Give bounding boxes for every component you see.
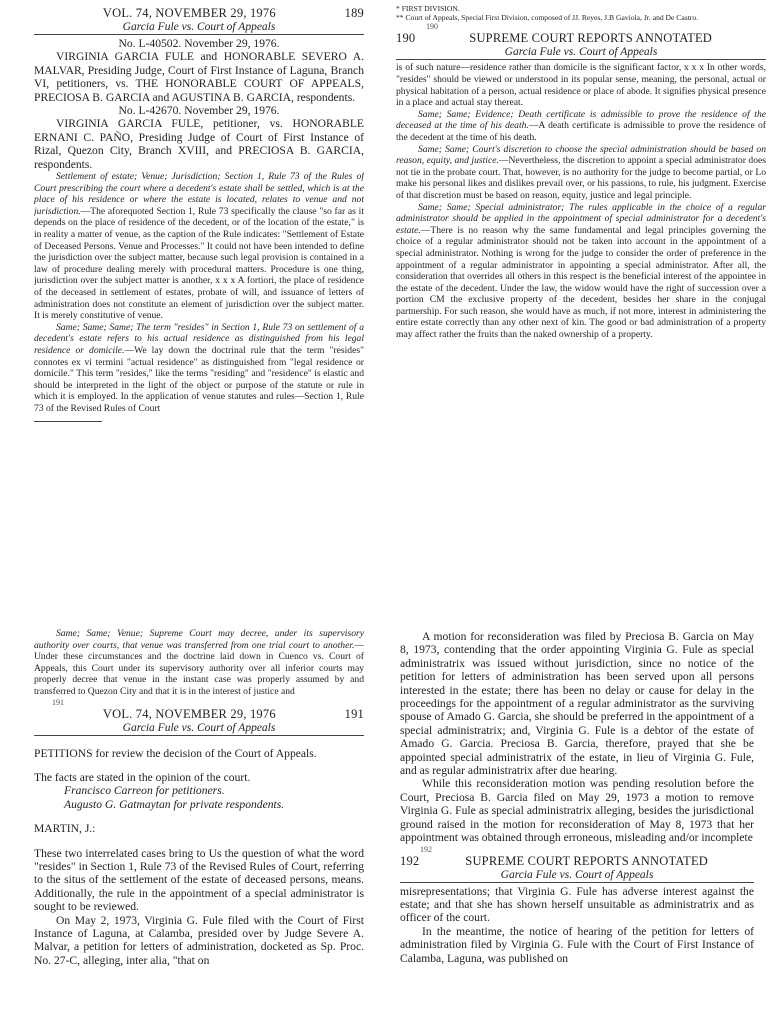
- case-subtitle: Garcia Fule vs. Court of Appeals: [34, 722, 364, 736]
- petitions-line: PETITIONS for review the decision of the Court of Appeals.: [34, 746, 317, 760]
- running-header: [34, 707, 364, 722]
- case-parties-1: VIRGINIA GARCIA FULE and HONORABLE SEVERO A. MALVAR, Presiding Judge, Court of First Instance of Laguna, Branch VI, petitioners, vs. THE HONORABLE COURT OF APPEALS, PRECIOSA B. GARCIA and AGUSTINA B. GARCIA, respondents.: [34, 50, 364, 104]
- syllabus-1: Settlement of estate; Venue; Jurisdiction; Section 1, Rule 73 of the Rules of Court prescribing the court where a decedent's estate shall be settled, which is at the place of his residence or where the estate is located, relates to venue and not jurisdiction.—The aforequoted Section 1, Rule 73 specifically the clause "so far as it depends on the place of residence of the decedent, or of the location of the estate," is in reality a matter of venue, as the caption of the Rule indicates: "Settlement of Estate of Deceased Persons. Venue and Processes." It could not have been intended to define the jurisdiction over the subject matter, because such legal provision is contained in a law of procedure dealing merely with procedural matters. Procedure is one thing, jurisdiction over the subject matter is another, x x x A fortiori, the place of residence of the deceased in settlement of estates, probate of will, and issuance of letters of administration does not constitute an element of jurisdiction over the subject matter. It is merely constitutive of venue.: [34, 171, 364, 322]
- header-page-number: 189: [344, 6, 364, 20]
- case-subtitle: Garcia Fule vs. Court of Appeals: [396, 46, 766, 60]
- running-header: [34, 6, 364, 21]
- footnote-rule: [34, 421, 102, 422]
- syllabus-4: Same; Same; Court's discretion to choose the special administration should be based on reason, equity, and justice.—Nevertheless, the discretion to appoint a special administrator does not tie in the probate court. That, however, is no authority for the judge to become partial, or Lo make his personal likes and dislikes prevail over, or his passions, to rule, his judgment. Exercise of that discretion must be based on reason, equity, justice and legal principle.: [396, 143, 766, 201]
- opinion-paragraph-2: On May 2, 1973, Virginia G. Fule filed with the Court of First Instance of Laguna, at Calamba, presided over by Judge Severe A. Malvar, a petition for letters of administration, docketed as Sp. Proc. No. 27-C, alleging, inter alia, "that on: [34, 913, 364, 967]
- opinion-paragraph-4: While this reconsideration motion was pending resolution before the Court, Preciosa B. Garcia filed on May 29, 1973 a motion to remove Virginia G. Fule as special administratrix alleging, besides the jurisdictional ground raised in the motion for reconsideration of May 8, 1973 that her appointment was obtained through erroneous, misleading and/or incomplete: [400, 777, 754, 845]
- page-191: [0, 512, 384, 1024]
- page-190: [384, 0, 768, 512]
- syllabus-6: Same; Same; Venue; Supreme Court may decree, under its supervisory authority over courts, that venue was transferred from one trial court to another.—Under these circumstances and the doctrine laid down in Cuenco vs. Court of Appeals, this Court under its supervisory authority over all inferior courts may properly decree that venue in the instant case was properly assumed by and transferred to Quezon City and that it is in the interest of justice and: [34, 628, 364, 697]
- syllabus-2: Same; Same; Same; The term "resides" in Section 1, Rule 73 on settlement of a decedent's estate refers to his actual residence as distinguished from his legal residence or domicile.—We lay down the doctrinal rule that the term "resides" connotes ex vi termini "actual residence" as distinguished from "legal residence or domicile." This term "resides," like the terms "residing" and "residence" is elastic and should be interpreted in the light of the object or purpose of the statute or rule in which it is employed. In the application of venue statutes and rules—Section 1, Rule 73 of the Revised Rules of Court: [34, 321, 364, 414]
- header-volume: VOL. 74, NOVEMBER 29, 1976: [102, 706, 276, 721]
- syllabus-5: Same; Same; Special administrator; The rules applicable in the choice of a regular administrator should be applied in the appointment of special administrator for a decedent's estate.—There is no reason why the same fundamental and legal principles governing the choice of a regular administrator should not be taken into account in the appointment of a special administrator. Nothing is wrong for the judge to consider the order of preference in the appointment of a regular administrator in appointing a special administrator. After all, the consideration that overrides all others in this respect is the beneficial interest of the appointee in the estate of the decedent. Under the law, the widow would have the right of succession over a portion CM the exclusive property of the decedent, besides her share in the conjugal partnership. For such reason, she would have as much, if not more, interest in administering the entire estate correctly than any other next of kin. The good or bad administration of a property may affect rather the fruits than the naked ownership of a property.: [396, 201, 766, 341]
- case-number-1: No. L-40502. November 29, 1976.: [118, 37, 280, 50]
- paragraph-continued: is of such nature—residence rather than domicile is the significant factor, x x x In other words, "resides" should be viewed or understood in its popular sense, meaning, the personal, actual or physical habitation of a person, actual residence or place of abode. It signifies physical presence in a place and actual stay thereat.: [396, 62, 766, 109]
- syllabus-3: Same; Same; Evidence; Death certificate is admissible to prove the residence of the deceased at the time of his death.—A death certificate is admissible to prove the residence of the decedent at the time of his death.: [396, 108, 766, 143]
- opinion-paragraph-5: misrepresentations; that Virginia G. Fule has adverse interest against the estate; and that she has shown herself unsuitable as administratrix and as officer of the court.: [400, 884, 754, 925]
- footnote-1: * FIRST DIVISION.: [396, 4, 460, 13]
- facts-line: The facts are stated in the opinion of the court.: [34, 770, 251, 784]
- footnote-page-number: 190: [426, 22, 438, 32]
- footnote-page-number: 192: [420, 844, 432, 854]
- opinion-paragraph-6: In the meantime, the notice of hearing of the petition for letters of administration filed by Virginia G. Fule with the Court of First Instance of Calamba, Laguna, was published on: [400, 924, 754, 965]
- header-reporter-title: SUPREME COURT REPORTS ANNOTATED: [469, 31, 713, 46]
- opinion-paragraph-3: A motion for reconsideration was filed by Preciosa B. Garcia on May 8, 1973, contending that the order appointing Virginia G. Fule as special administratrix was issued without jurisdiction, since no notice of the petition for letters of administration has been served upon all persons interested in the estate; there has been no delay or cause for delay in the proceedings for the appointment of a regular administrator as the surviving spouse of Amado G. Garcia, she should be preferred in the appointment of a special administratrix; and, Virginia G. Fule is a debtor of the estate of Amado G. Garcia. Preciosa B. Garcia, therefore, prayed that she be appointed special administratrix of the estate, in lieu of Virginia G. Fule, and as regular administratrix after due hearing.: [400, 630, 754, 778]
- case-subtitle: Garcia Fule vs. Court of Appeals: [34, 21, 364, 35]
- ponente: MARTIN, J.:: [34, 822, 96, 836]
- page-189: [0, 0, 384, 512]
- header-page-number: 191: [344, 706, 364, 721]
- page-192: [384, 512, 768, 1024]
- counsel-respondents: Augusto G. Gatmaytan for private respondents.: [64, 797, 285, 811]
- opinion-paragraph-1: These two interrelated cases bring to Us the question of what the word "resides" in Section 1, Rule 73 of the Revised Rules of Court, referring to the situs of the settlement of the estate of deceased persons, means. Additionally, the rule in the appointment of a special administrator is sought to be reviewed.: [34, 846, 364, 914]
- case-parties-2: VIRGINIA GARCIA FULE, petitioner, vs. HONORABLE ERNANI C. PAÑO, Presiding Judge of Court of First Instance of Rizal, Quezon City, Branch XVIII, and PRECIOSA B. GARCIA, respondents.: [34, 117, 364, 171]
- running-header: [400, 854, 754, 869]
- header-reporter-title: SUPREME COURT REPORTS ANNOTATED: [465, 853, 709, 868]
- footnote-2: ** Court of Appeals, Special First Division, composed of JJ. Reyes, J.B Gaviola, Jr. and De Castro.: [396, 13, 699, 23]
- case-number-2: No. L-42670. November 29, 1976.: [118, 104, 280, 118]
- running-header: [396, 31, 766, 46]
- case-subtitle: Garcia Fule vs. Court of Appeals: [400, 869, 754, 883]
- header-page-number: 192: [400, 853, 420, 868]
- header-volume: VOL. 74, NOVEMBER 29, 1976: [102, 6, 276, 20]
- header-page-number: 190: [396, 31, 416, 46]
- counsel-petitioners: Francisco Carreon for petitioners.: [64, 784, 225, 798]
- footnote-page-number: 191: [52, 697, 64, 707]
